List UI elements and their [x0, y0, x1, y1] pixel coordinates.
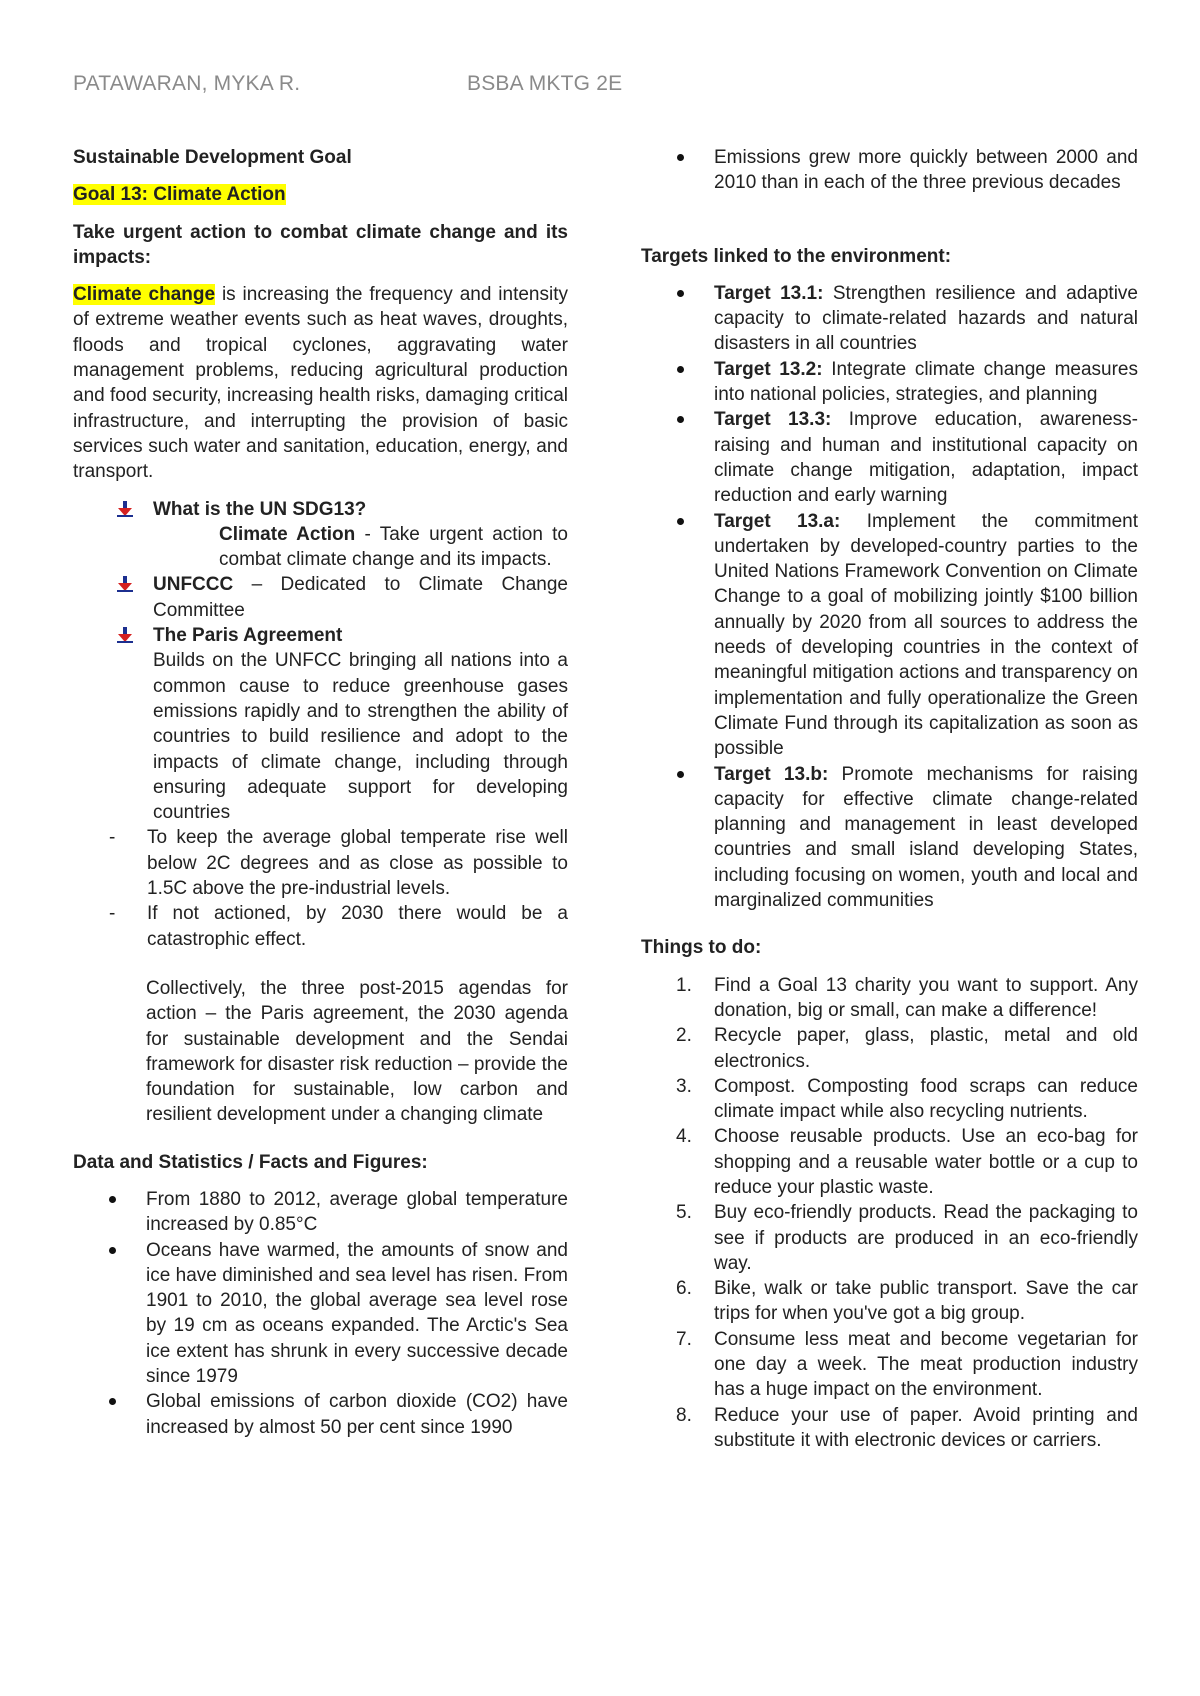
fact-item: [641, 145, 1138, 196]
todo-text: Compost. Composting food scraps can reduce climate impact while also recycling nutrients.: [714, 1075, 1138, 1123]
todo-item: [641, 1124, 1138, 1200]
bullet-dot-icon: [109, 1247, 116, 1254]
fact-item: [73, 1238, 568, 1390]
target-label: Target 13.a:: [714, 510, 841, 532]
paris-text: Builds on the UNFCC bringing all nations into a common cause to reduce greenhouse gases emissions rapidly and to strengthen the ability of countries to build resilience and adopt to the impacts of climate change, including through ensuring adequate support for developing countries: [153, 650, 568, 824]
right-column: [641, 145, 1138, 1453]
facts-list: [73, 1187, 568, 1440]
intro-text: is increasing the frequency and intensity of extreme weather events such as heat waves, droughts, floods and tropical cyclones, aggravating water management problems, reducing agricultural production and food security, increasing health risks, damaging critical infrastructure, and interrupting the provision of basic services such water and sanitation, education, energy, and transport.: [73, 284, 568, 483]
bullet-dot-icon: [677, 154, 684, 161]
goal-heading: Goal 13: Climate Action: [73, 184, 286, 206]
red-arrow-bullet-icon: [117, 627, 133, 643]
dash-item: [73, 901, 568, 952]
todo-number: 3.: [676, 1075, 692, 1097]
todo-item: [641, 973, 1138, 1024]
target-item: [641, 509, 1138, 762]
header-name: PATAWARAN, MYKA R.: [73, 72, 301, 95]
bullet-dot-icon: [677, 366, 684, 373]
todo-item: [641, 1074, 1138, 1125]
target-text: Improve education, awareness-raising and human and institutional capacity on climate change mitigation, adaptation, impact reduction and early warning: [714, 409, 1138, 507]
todo-text: Find a Goal 13 charity you want to support. Any donation, big or small, can make a difference!: [714, 974, 1138, 1021]
unfccc-term: UNFCCC: [153, 574, 234, 596]
bullet-dot-icon: [109, 1398, 116, 1405]
target-text: Promote mechanisms for raising capacity for effective climate change-related planning and management in least developed countries and small island developing States, including focusing on women, youth and local and marginalized communities: [714, 763, 1138, 912]
todo-item: [641, 1200, 1138, 1276]
arrow-item-paris: [73, 623, 568, 825]
target-item: [641, 407, 1138, 508]
todo-number: 6.: [676, 1278, 692, 1300]
left-column: [73, 145, 568, 1440]
bullet-dot-icon: [677, 518, 684, 525]
arrow-item-sdg13: [73, 497, 568, 573]
todo-text: Consume less meat and become vegetarian for one day a week. The meat production industry has a huge impact on the environment.: [714, 1328, 1138, 1401]
bullet-dot-icon: [677, 771, 684, 778]
red-arrow-bullet-icon: [117, 576, 133, 592]
dash-text: If not actioned, by 2030 there would be a catastrophic effect.: [147, 903, 568, 950]
target-text: Implement the commitment undertaken by developed-country parties to the United Nations Framework Convention on Climate Change to a goal of mobilizing jointly $100 billion annually by 2020 from all sources to address the needs of developing countries in the context of meaningful mitigation actions and transparency on implementation and fully operationalize the Green Climate Fund through its capitalization as soon as possible: [714, 510, 1138, 760]
bullet-dot-icon: [677, 416, 684, 423]
target-label: Target 13.3:: [714, 409, 832, 431]
fact-item: [73, 1187, 568, 1238]
fact-text: Global emissions of carbon dioxide (CO2) have increased by almost 50 per cent since 1990: [146, 1391, 568, 1438]
target-text: Strengthen resilience and adaptive capacity to climate-related hazards and natural disasters in all countries: [714, 282, 1138, 355]
target-text: Integrate climate change measures into national policies, strategies, and planning: [714, 358, 1138, 406]
todo-text: Buy eco-friendly products. Read the packaging to see if products are produced in an eco-friendly way.: [714, 1202, 1138, 1274]
dash-item: [73, 825, 568, 901]
sdg13-text: - Take urgent action to combat climate change and its impacts.: [219, 523, 568, 571]
targets-heading: Targets linked to the environment:: [641, 245, 952, 267]
todo-number: 1.: [676, 974, 692, 996]
targets-list: [641, 281, 1138, 913]
todo-text: Choose reusable products. Use an eco-bag for shopping and a reusable water bottle or a cup to reduce your plastic waste.: [714, 1126, 1138, 1198]
todo-item: [641, 1327, 1138, 1403]
target-label: Target 13.b:: [714, 763, 829, 785]
todo-heading: Things to do:: [641, 937, 762, 959]
sdg13-answer: [153, 522, 568, 573]
todo-text: Recycle paper, glass, plastic, metal and old electronics.: [714, 1025, 1138, 1072]
fact-text: Oceans have warmed, the amounts of snow and ice have diminished and sea level has risen. From 1901 to 2010, the global average sea level rose by 19 cm as oceans expanded. The Arctic's Sea ice extent has shrunk in every successive decade since 1979: [146, 1239, 568, 1388]
fact-item: [73, 1389, 568, 1440]
todo-number: 4.: [676, 1126, 692, 1148]
collectively-paragraph: Collectively, the three post-2015 agendas for action – the Paris agreement, the 2030 agenda for sustainable development and the Sendai framework for disaster risk reduction – provide the foundation for sustainable, low carbon and resilient development under a changing climate: [146, 977, 568, 1126]
red-arrow-bullet-icon: [117, 501, 133, 517]
paris-title: The Paris Agreement: [153, 625, 343, 647]
todo-item: [641, 1403, 1138, 1454]
todo-number: 8.: [676, 1404, 692, 1426]
todo-number: 5.: [676, 1202, 692, 1224]
header-course: BSBA MKTG 2E: [467, 72, 623, 95]
arrow-list: [73, 497, 568, 826]
bullet-dot-icon: [677, 290, 684, 297]
intro-term: Climate change: [73, 284, 216, 306]
dash-marker: -: [109, 827, 116, 849]
todo-item: [641, 1276, 1138, 1327]
target-item: [641, 357, 1138, 408]
dash-list: [73, 825, 568, 951]
data-heading: Data and Statistics / Facts and Figures:: [73, 1151, 428, 1173]
dash-marker: -: [109, 903, 116, 925]
todo-text: Bike, walk or take public transport. Save the car trips for when you've got a big group.: [714, 1278, 1138, 1325]
dash-text: To keep the average global temperate rise well below 2C degrees and as close as possible to 1.5C above the pre-industrial levels.: [147, 827, 568, 900]
unfccc-text: [153, 572, 568, 623]
fact-text: Emissions grew more quickly between 2000 and 2010 than in each of the three previous decades: [714, 147, 1138, 194]
doc-title: Sustainable Development Goal: [73, 147, 352, 168]
intro-paragraph: [73, 282, 568, 484]
sdg13-question: What is the UN SDG13?: [153, 498, 367, 520]
fact-text: From 1880 to 2012, average global temperature increased by 0.85°C: [146, 1188, 568, 1236]
sdg13-term: Climate Action: [219, 523, 356, 545]
arrow-item-unfccc: [73, 572, 568, 623]
target-label: Target 13.1:: [714, 282, 824, 304]
target-label: Target 13.2:: [714, 358, 823, 380]
todo-item: [641, 1023, 1138, 1074]
unfccc-desc: – Dedicated to Climate Change Committee: [153, 574, 568, 621]
bullet-dot-icon: [109, 1196, 116, 1203]
todo-number: 2.: [676, 1025, 692, 1047]
todo-text: Reduce your use of paper. Avoid printing and substitute it with electronic devices or carriers.: [714, 1404, 1138, 1451]
target-item: [641, 281, 1138, 357]
todo-list: [641, 973, 1138, 1454]
facts-list-continued: [641, 145, 1138, 196]
target-item: [641, 762, 1138, 914]
goal-subtitle: Take urgent action to combat climate change and its impacts:: [73, 221, 568, 268]
todo-number: 7.: [676, 1328, 692, 1350]
